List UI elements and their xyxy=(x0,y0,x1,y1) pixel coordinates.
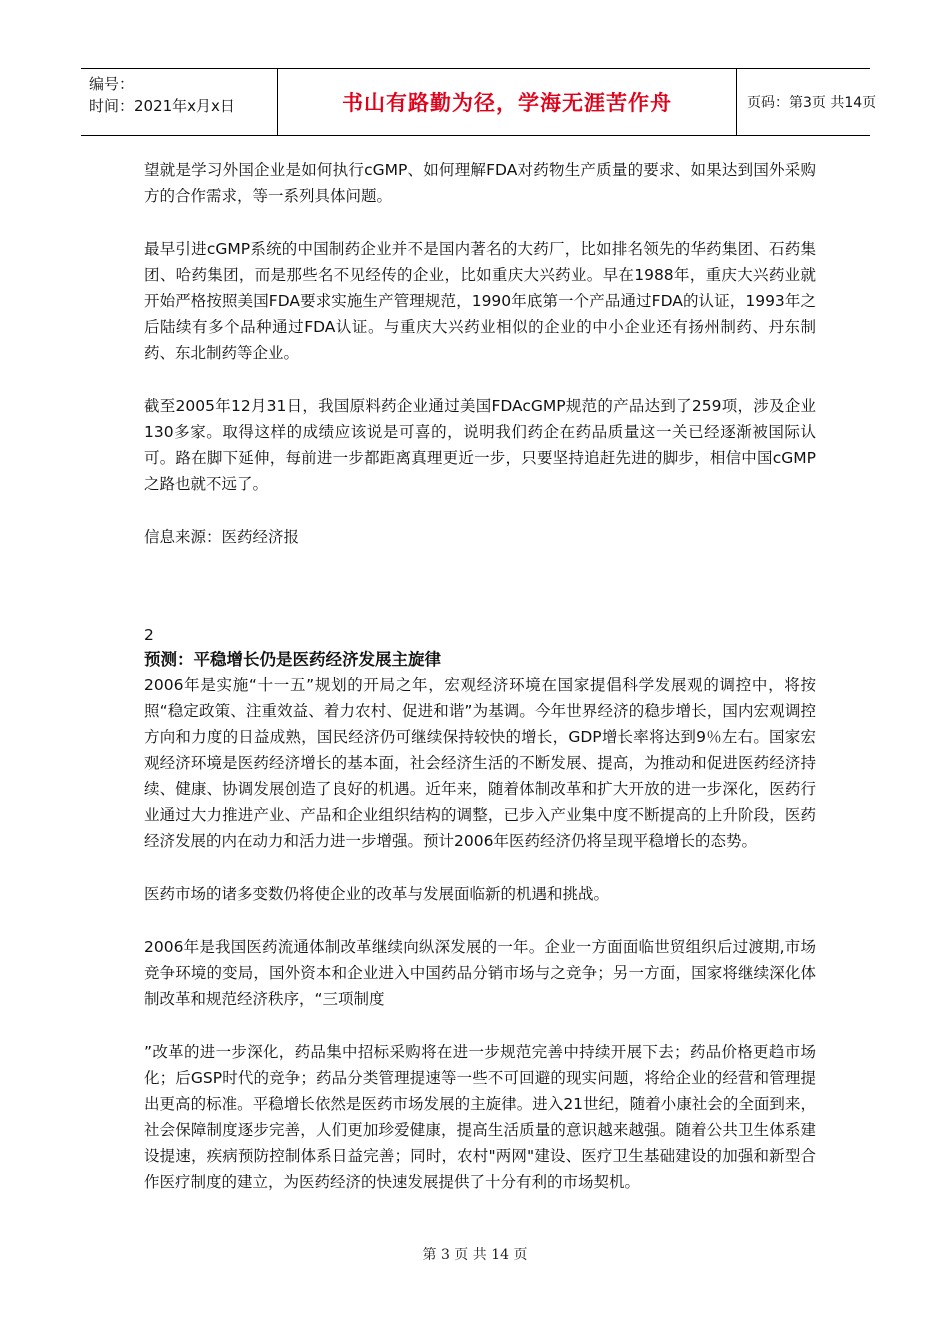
paragraph: 望就是学习外国企业是如何执行cGMP、如何理解FDA对药物生产质量的要求、如果达到国外采购方的合作需求，等一系列具体问题。 xyxy=(144,161,816,205)
paragraph: ”改革的进一步深化，药品集中招标采购将在进一步规范完善中持续开展下去；药品价格更趋市场化；后GSP时代的竞争；药品分类管理提速等一些不可回避的现实问题，将给企业的经营和管理提出更高的标准。平稳增长依然是医药市场发展的主旋律。进入21世纪，随着小康社会的全面到来，社会保障制度逐步完善，人们更加珍爱健康，提高生活质量的意识越来越强。随着公共卫生体系建设提速，疾病预防控制体系日益完善；同时，农村"两网"建设、医疗卫生基础建设的加强和新型合作医疗制度的建立，为医药经济的快速发展提供了十分有利的市场契机。 xyxy=(144,1043,816,1191)
page-footer: 第 3 页 共 14 页 xyxy=(422,1247,528,1263)
header-page-cell xyxy=(737,69,877,135)
header-meta xyxy=(81,69,278,135)
paragraph: 截至2005年12月31日，我国原料药企业通过美国FDAcGMP规范的产品达到了259项，涉及企业130多家。取得这样的成绩应该说是可喜的，说明我们药企在药品质量这一关已经逐渐被国际认可。路在脚下延伸，每前进一步都距离真理更近一步，只要坚持追赶先进的脚步，相信中国cGMP之路也就不远了。 xyxy=(144,397,816,493)
paragraph: 2006年是我国医药流通体制改革继续向纵深发展的一年。企业一方面面临世贸组织后过渡期,市场竞争环境的变局，国外资本和企业进入中国药品分销市场与之竞争；另一方面，国家将继续深化体制改革和规范经济秩序，“三项制度 xyxy=(144,938,816,1008)
paragraph: 医药市场的诸多变数仍将使企业的改革与发展面临新的机遇和挑战。 xyxy=(144,885,610,903)
paragraph: 2006年是实施“十一五”规划的开局之年，宏观经济环境在国家提倡科学发展观的调控中，将按照“稳定政策、注重效益、着力农村、促进和谐”为基调。今年世界经济的稳步增长，国内宏观调控方向和力度的日益成熟，国民经济仍可继续保持较快的增长，GDP增长率将达到9％左右。国家宏观经济环境是医药经济增长的基本面，社会经济生活的不断发展、提高，为推动和促进医药经济持续、健康、协调发展创造了良好的机遇。近年来，随着体制改革和扩大开放的进一步深化，医药行业通过大力推进产业、产品和企业组织结构的调整，已步入产业集中度不断提高的上升阶段，医药经济发展的内在动力和活力进一步增强。预计2006年医药经济仍将呈现平稳增长的态势。 xyxy=(144,676,816,850)
source-line: 信息来源：医药经济报 xyxy=(144,528,300,546)
paragraph: 最早引进cGMP系统的中国制药企业并不是国内著名的大药厂，比如排名领先的华药集团、石药集团、哈药集团，而是那些名不见经传的企业，比如重庆大兴药业。早在1988年，重庆大兴药业就开始严格按照美国FDA要求实施生产管理规范，1990年底第一个产品通过FDA的认证，1993年之后陆续有多个品种通过FDA认证。与重庆大兴药业相似的企业的中小企业还有扬州制药、丹东制药、东北制药等企业。 xyxy=(144,240,816,362)
serial-label: 编号： xyxy=(89,75,135,93)
section-number: 2 xyxy=(144,626,154,644)
document-body xyxy=(144,157,816,1195)
section-title: 预测：平稳增长仍是医药经济发展主旋律 xyxy=(144,650,441,669)
header-motto: 书山有路勤为径，学海无涯苦作舟 xyxy=(342,91,672,115)
date-line: 时间：2021年x月x日 xyxy=(89,97,235,115)
header-page-info: 页码：第3页 共14页 xyxy=(747,95,877,111)
header-motto-cell xyxy=(278,69,737,135)
page-header xyxy=(81,68,877,136)
